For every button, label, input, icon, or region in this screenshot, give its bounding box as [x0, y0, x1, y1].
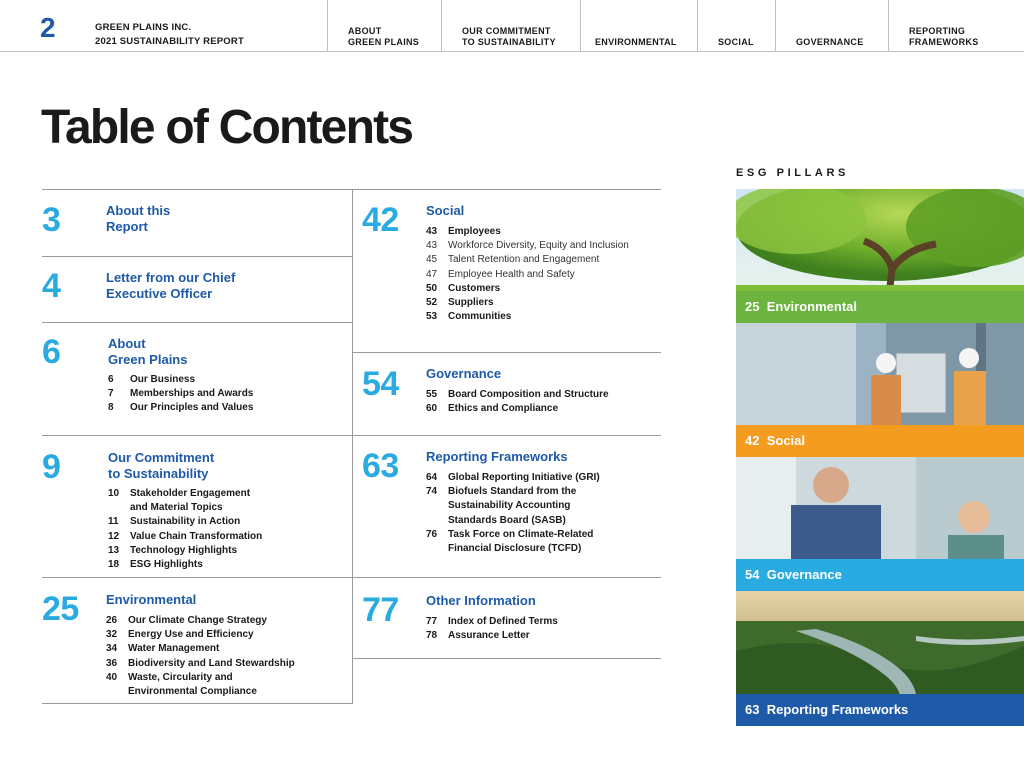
divider: [352, 658, 661, 659]
toc-entry[interactable]: 53 Communities: [426, 311, 512, 323]
toc-entry[interactable]: 7 Memberships and Awards: [108, 388, 254, 400]
toc-entry[interactable]: 78 Assurance Letter: [426, 630, 530, 642]
report-name: 2021 SUSTAINABILITY REPORT: [95, 36, 244, 47]
toc-reporting-frameworks[interactable]: Reporting Frameworks: [426, 449, 568, 464]
nav-environmental[interactable]: ENVIRONMENTAL: [580, 0, 697, 52]
report-title: [95, 21, 244, 49]
toc-entry[interactable]: 60 Ethics and Compliance: [426, 403, 559, 415]
divider: [42, 577, 661, 578]
section-page-number: 3: [42, 201, 61, 239]
pillar-social[interactable]: [736, 323, 1024, 457]
toc-about-this-report[interactable]: About this Report: [106, 203, 171, 234]
toc-entry[interactable]: 52 Suppliers: [426, 297, 494, 309]
toc-entry[interactable]: 32 Energy Use and Efficiency: [106, 629, 254, 641]
toc-entry[interactable]: 43 Employees: [426, 226, 501, 237]
divider: [42, 322, 352, 323]
section-page-number: 77: [362, 591, 399, 629]
pillar-caption: 42 Social: [736, 425, 1024, 457]
toc-governance[interactable]: Governance: [426, 366, 502, 381]
page-number: 2: [40, 12, 56, 43]
toc-entry[interactable]: 40 Waste, Circularity and: [106, 671, 233, 683]
toc-entry[interactable]: 77 Index of Defined Terms: [426, 616, 558, 627]
toc-entry[interactable]: 26 Our Climate Change Strategy: [106, 615, 267, 626]
toc-entry-list: [108, 487, 262, 572]
toc-entry[interactable]: 34 Water Management: [106, 643, 220, 655]
pillar-environmental[interactable]: [736, 189, 1024, 323]
toc-entry-list: [106, 614, 295, 699]
pillar-governance[interactable]: [736, 457, 1024, 591]
toc-social[interactable]: Social: [426, 203, 465, 218]
toc-subentry[interactable]: 45 Talent Retention and Engagement: [426, 254, 600, 266]
section-page-number: 6: [42, 333, 61, 371]
toc-other-information[interactable]: Other Information: [426, 593, 536, 608]
nav-reporting-frameworks[interactable]: REPORTING FRAMEWORKS: [888, 0, 1024, 52]
toc-entry[interactable]: 74 Biofuels Standard from the: [426, 486, 577, 498]
pillar-caption: 54 Governance: [736, 559, 1024, 591]
section-page-number: 42: [362, 201, 399, 239]
nav-governance[interactable]: GOVERNANCE: [775, 0, 888, 52]
divider: [42, 703, 353, 704]
section-page-number: 25: [42, 590, 79, 628]
toc-entry[interactable]: 18 ESG Highlights: [108, 559, 203, 571]
toc-entry[interactable]: 50 Customers: [426, 282, 501, 294]
toc-entry-list: [108, 373, 253, 416]
toc-entry-list: [426, 615, 558, 643]
toc-entry[interactable]: 8 Our Principles and Values: [108, 402, 254, 414]
toc-entry[interactable]: 64 Global Reporting Initiative (GRI): [426, 472, 600, 483]
toc-subentry[interactable]: 47 Employee Health and Safety: [426, 268, 575, 280]
divider: [352, 352, 661, 353]
section-page-number: 63: [362, 447, 399, 485]
nav-social[interactable]: SOCIAL: [697, 0, 775, 52]
divider: [42, 435, 661, 436]
nav-about-green-plains[interactable]: ABOUT GREEN PLAINS: [327, 0, 441, 52]
toc-entry[interactable]: 55 Board Composition and Structure: [426, 389, 609, 400]
toc-entry[interactable]: 10 Stakeholder Engagement: [108, 488, 251, 499]
pillar-caption: 25 Environmental: [736, 291, 1024, 323]
toc-entry-continued[interactable]: and Material Topics: [130, 502, 223, 514]
toc-entry-list: [426, 388, 609, 416]
toc-entry-continued[interactable]: Sustainability Accounting: [448, 500, 571, 512]
company-name: GREEN PLAINS INC.: [95, 22, 192, 33]
nav-our-commitment[interactable]: OUR COMMITMENT TO SUSTAINABILITY: [441, 0, 580, 52]
toc-entry[interactable]: 76 Task Force on Climate-Related: [426, 528, 594, 540]
divider: [42, 256, 352, 257]
section-page-number: 54: [362, 365, 399, 403]
toc-entry-continued[interactable]: Environmental Compliance: [128, 686, 257, 698]
top-header: [0, 0, 1024, 52]
toc-entry[interactable]: 36 Biodiversity and Land Stewardship: [106, 657, 295, 669]
toc-entry[interactable]: 11 Sustainability in Action: [108, 516, 241, 528]
toc-entry-continued[interactable]: Financial Disclosure (TCFD): [448, 543, 582, 555]
toc-entry-list: [426, 225, 629, 324]
pillar-reporting-frameworks[interactable]: [736, 591, 1024, 726]
toc-entry-list: [426, 471, 600, 556]
pillar-caption: 63 Reporting Frameworks: [736, 694, 1024, 726]
toc-subentry[interactable]: 43 Workforce Diversity, Equity and Inclusion: [426, 240, 629, 252]
divider: [352, 189, 353, 703]
toc-about-green-plains[interactable]: About Green Plains: [108, 336, 188, 367]
section-page-number: 9: [42, 448, 61, 486]
toc-entry[interactable]: 12 Value Chain Transformation: [108, 530, 263, 542]
toc-entry[interactable]: 6 Our Business: [108, 374, 196, 385]
section-page-number: 4: [42, 267, 61, 305]
toc-entry-continued[interactable]: Standards Board (SASB): [448, 514, 566, 526]
toc-entry[interactable]: 13 Technology Highlights: [108, 544, 238, 556]
toc-letter-from-ceo[interactable]: Letter from our Chief Executive Officer: [106, 270, 236, 301]
toc-our-commitment[interactable]: Our Commitment to Sustainability: [108, 450, 215, 481]
esg-pillars-heading: ESG PILLARS: [736, 167, 849, 179]
page-title: Table of Contents: [41, 101, 413, 154]
toc-environmental[interactable]: Environmental: [106, 592, 197, 607]
